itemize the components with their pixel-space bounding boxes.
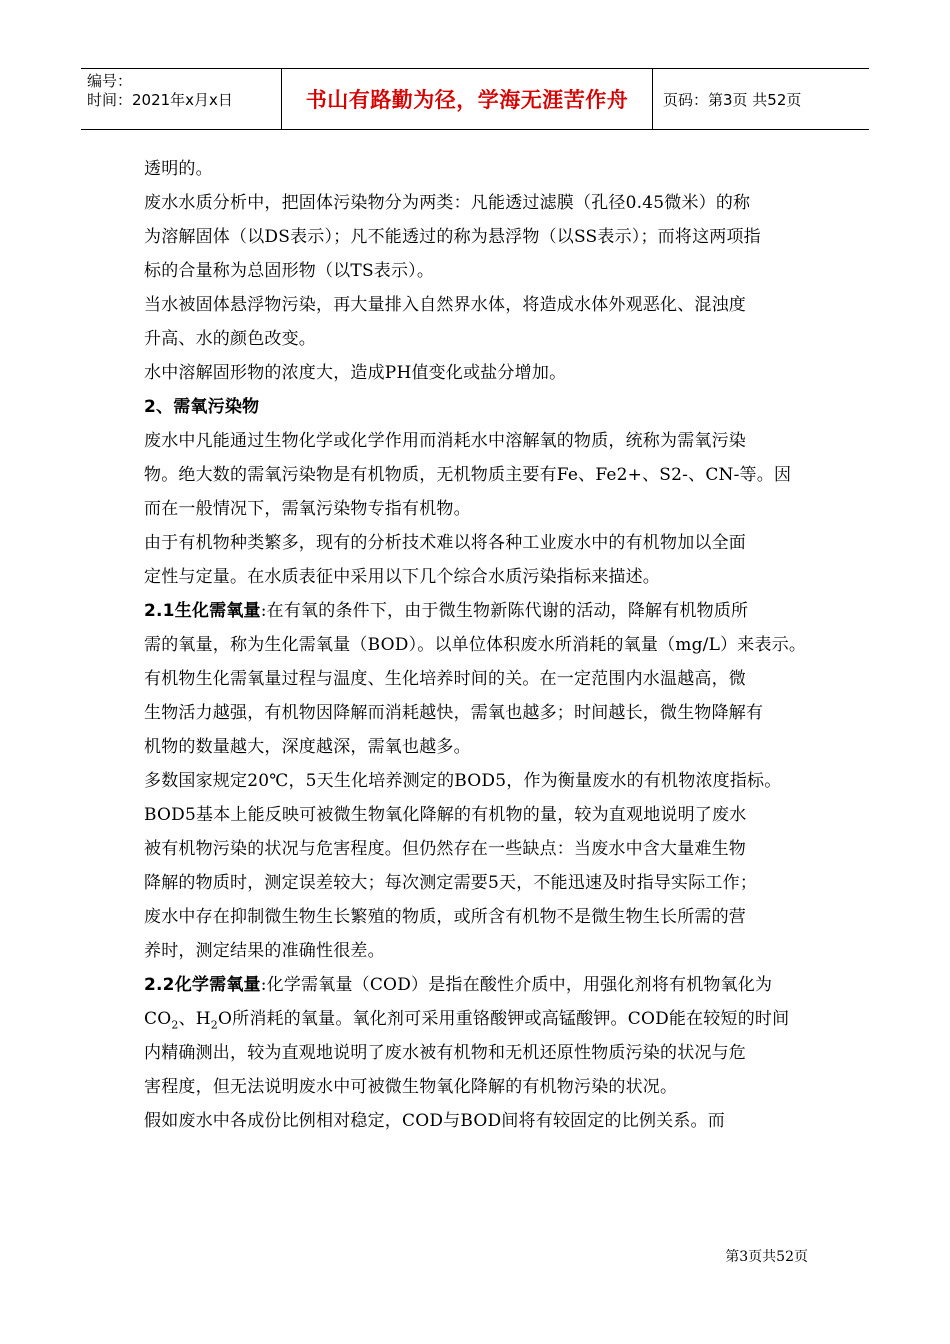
header-meta xyxy=(81,69,281,129)
section-heading: 2、需氧污染物 xyxy=(144,397,260,417)
paragraph-line: 定性与定量。在水质表征中采用以下几个综合水质污染指标来描述。 xyxy=(144,567,660,587)
paragraph-line: 废水中存在抑制微生物生长繁殖的物质，或所含有机物不是微生物生长所需的营 xyxy=(144,907,746,927)
paragraph-line: 需的氧量，称为生化需氧量（BOD）。以单位体积废水所消耗的氧量（mg/L）来表示。 xyxy=(144,635,807,655)
paragraph-line: 多数国家规定20℃，5天生化培养测定的BOD5，作为衡量废水的有机物浓度指标。 xyxy=(144,771,782,791)
paragraph-line: 当水被固体悬浮物污染，再大量排入自然界水体，将造成水体外观恶化、混浊度 xyxy=(144,295,746,315)
paragraph-line: 有机物生化需氧量过程与温度、生化培养时间的关。在一定范围内水温越高，微 xyxy=(144,669,746,689)
paragraph-line: 物。绝大数的需氧污染物是有机物质，无机物质主要有Fe、Fe2+、S2-、CN-等。因 xyxy=(144,465,792,485)
paragraph-line: 降解的物质时，测定误差较大；每次测定需要5天，不能迅速及时指导实际工作； xyxy=(144,873,758,893)
paragraph-line: 养时，测定结果的准确性很差。 xyxy=(144,941,385,961)
paragraph-line: 为溶解固体（以DS表示）；凡不能透过的称为悬浮物（以SS表示）；而将这两项指 xyxy=(144,227,761,247)
paragraph-line: 内精确测出，较为直观地说明了废水被有机物和无机还原性物质污染的状况与危 xyxy=(144,1043,746,1063)
subscript: 2 xyxy=(171,1018,179,1032)
document-time: 时间：2021年x月x日 xyxy=(87,91,233,109)
paragraph-line: 而在一般情况下，需氧污染物专指有机物。 xyxy=(144,499,471,519)
paragraph-line: BOD5基本上能反映可被微生物氧化降解的有机物的量，较为直观地说明了废水 xyxy=(144,805,747,825)
paragraph-line xyxy=(144,968,824,1002)
formula-co2: CO xyxy=(144,1009,172,1029)
paragraph-line: 假如废水中各成份比例相对稳定，COD与BOD间将有较固定的比例关系。而 xyxy=(144,1111,725,1131)
paragraph-line: 废水中凡能通过生物化学或化学作用而消耗水中溶解氧的物质，统称为需氧污染 xyxy=(144,431,746,451)
paragraph-text: O所消耗的氧量。氧化剂可采用重铬酸钾或高锰酸钾。COD能在较短的时间 xyxy=(218,1009,790,1029)
header-motto: 书山有路勤为径，学海无涯苦作舟 xyxy=(281,69,653,129)
paragraph-line: 生物活力越强，有机物因降解而消耗越快，需氧也越多；时间越长，微生物降解有 xyxy=(144,703,764,723)
paragraph-line xyxy=(144,1002,824,1036)
page-footer: 第3页共52页 xyxy=(725,1249,808,1265)
document-number-label: 编号： xyxy=(87,72,133,90)
paragraph-line: 机物的数量越大，深度越深，需氧也越多。 xyxy=(144,737,471,757)
term-cod-definition: :化学需氧量（COD）是指在酸性介质中，用强化剂将有机物氧化为 xyxy=(260,975,773,995)
paragraph-line: 害程度，但无法说明废水中可被微生物氧化降解的有机物污染的状况。 xyxy=(144,1077,678,1097)
paragraph-line: 标的合量称为总固形物（以TS表示）。 xyxy=(144,261,435,281)
paragraph-line: 被有机物污染的状况与危害程度。但仍然存在一些缺点：当废水中含大量难生物 xyxy=(144,839,746,859)
paragraph-line: 废水水质分析中，把固体污染物分为两类：凡能透过滤膜（孔径0.45微米）的称 xyxy=(144,193,751,213)
paragraph-line: 透明的。 xyxy=(144,159,213,179)
paragraph-line: 水中溶解固形物的浓度大，造成PH值变化或盐分增加。 xyxy=(144,363,567,383)
header-page-info: 页码：第3页 共52页 xyxy=(663,90,802,109)
header-table xyxy=(81,68,869,130)
paragraph-line: 升高、水的颜色改变。 xyxy=(144,329,316,349)
term-bod: 2.1生化需氧量 xyxy=(144,601,261,621)
formula-h2o: 、H xyxy=(178,1009,211,1029)
subscript: 2 xyxy=(210,1018,218,1032)
paragraph-line xyxy=(144,594,824,628)
term-cod: 2.2化学需氧量 xyxy=(144,975,261,995)
document-body xyxy=(144,152,824,1138)
paragraph-line: 由于有机物种类繁多，现有的分析技术难以将各种工业废水中的有机物加以全面 xyxy=(144,533,746,553)
term-bod-definition: :在有氧的条件下，由于微生物新陈代谢的活动，降解有机物质所 xyxy=(260,601,749,621)
